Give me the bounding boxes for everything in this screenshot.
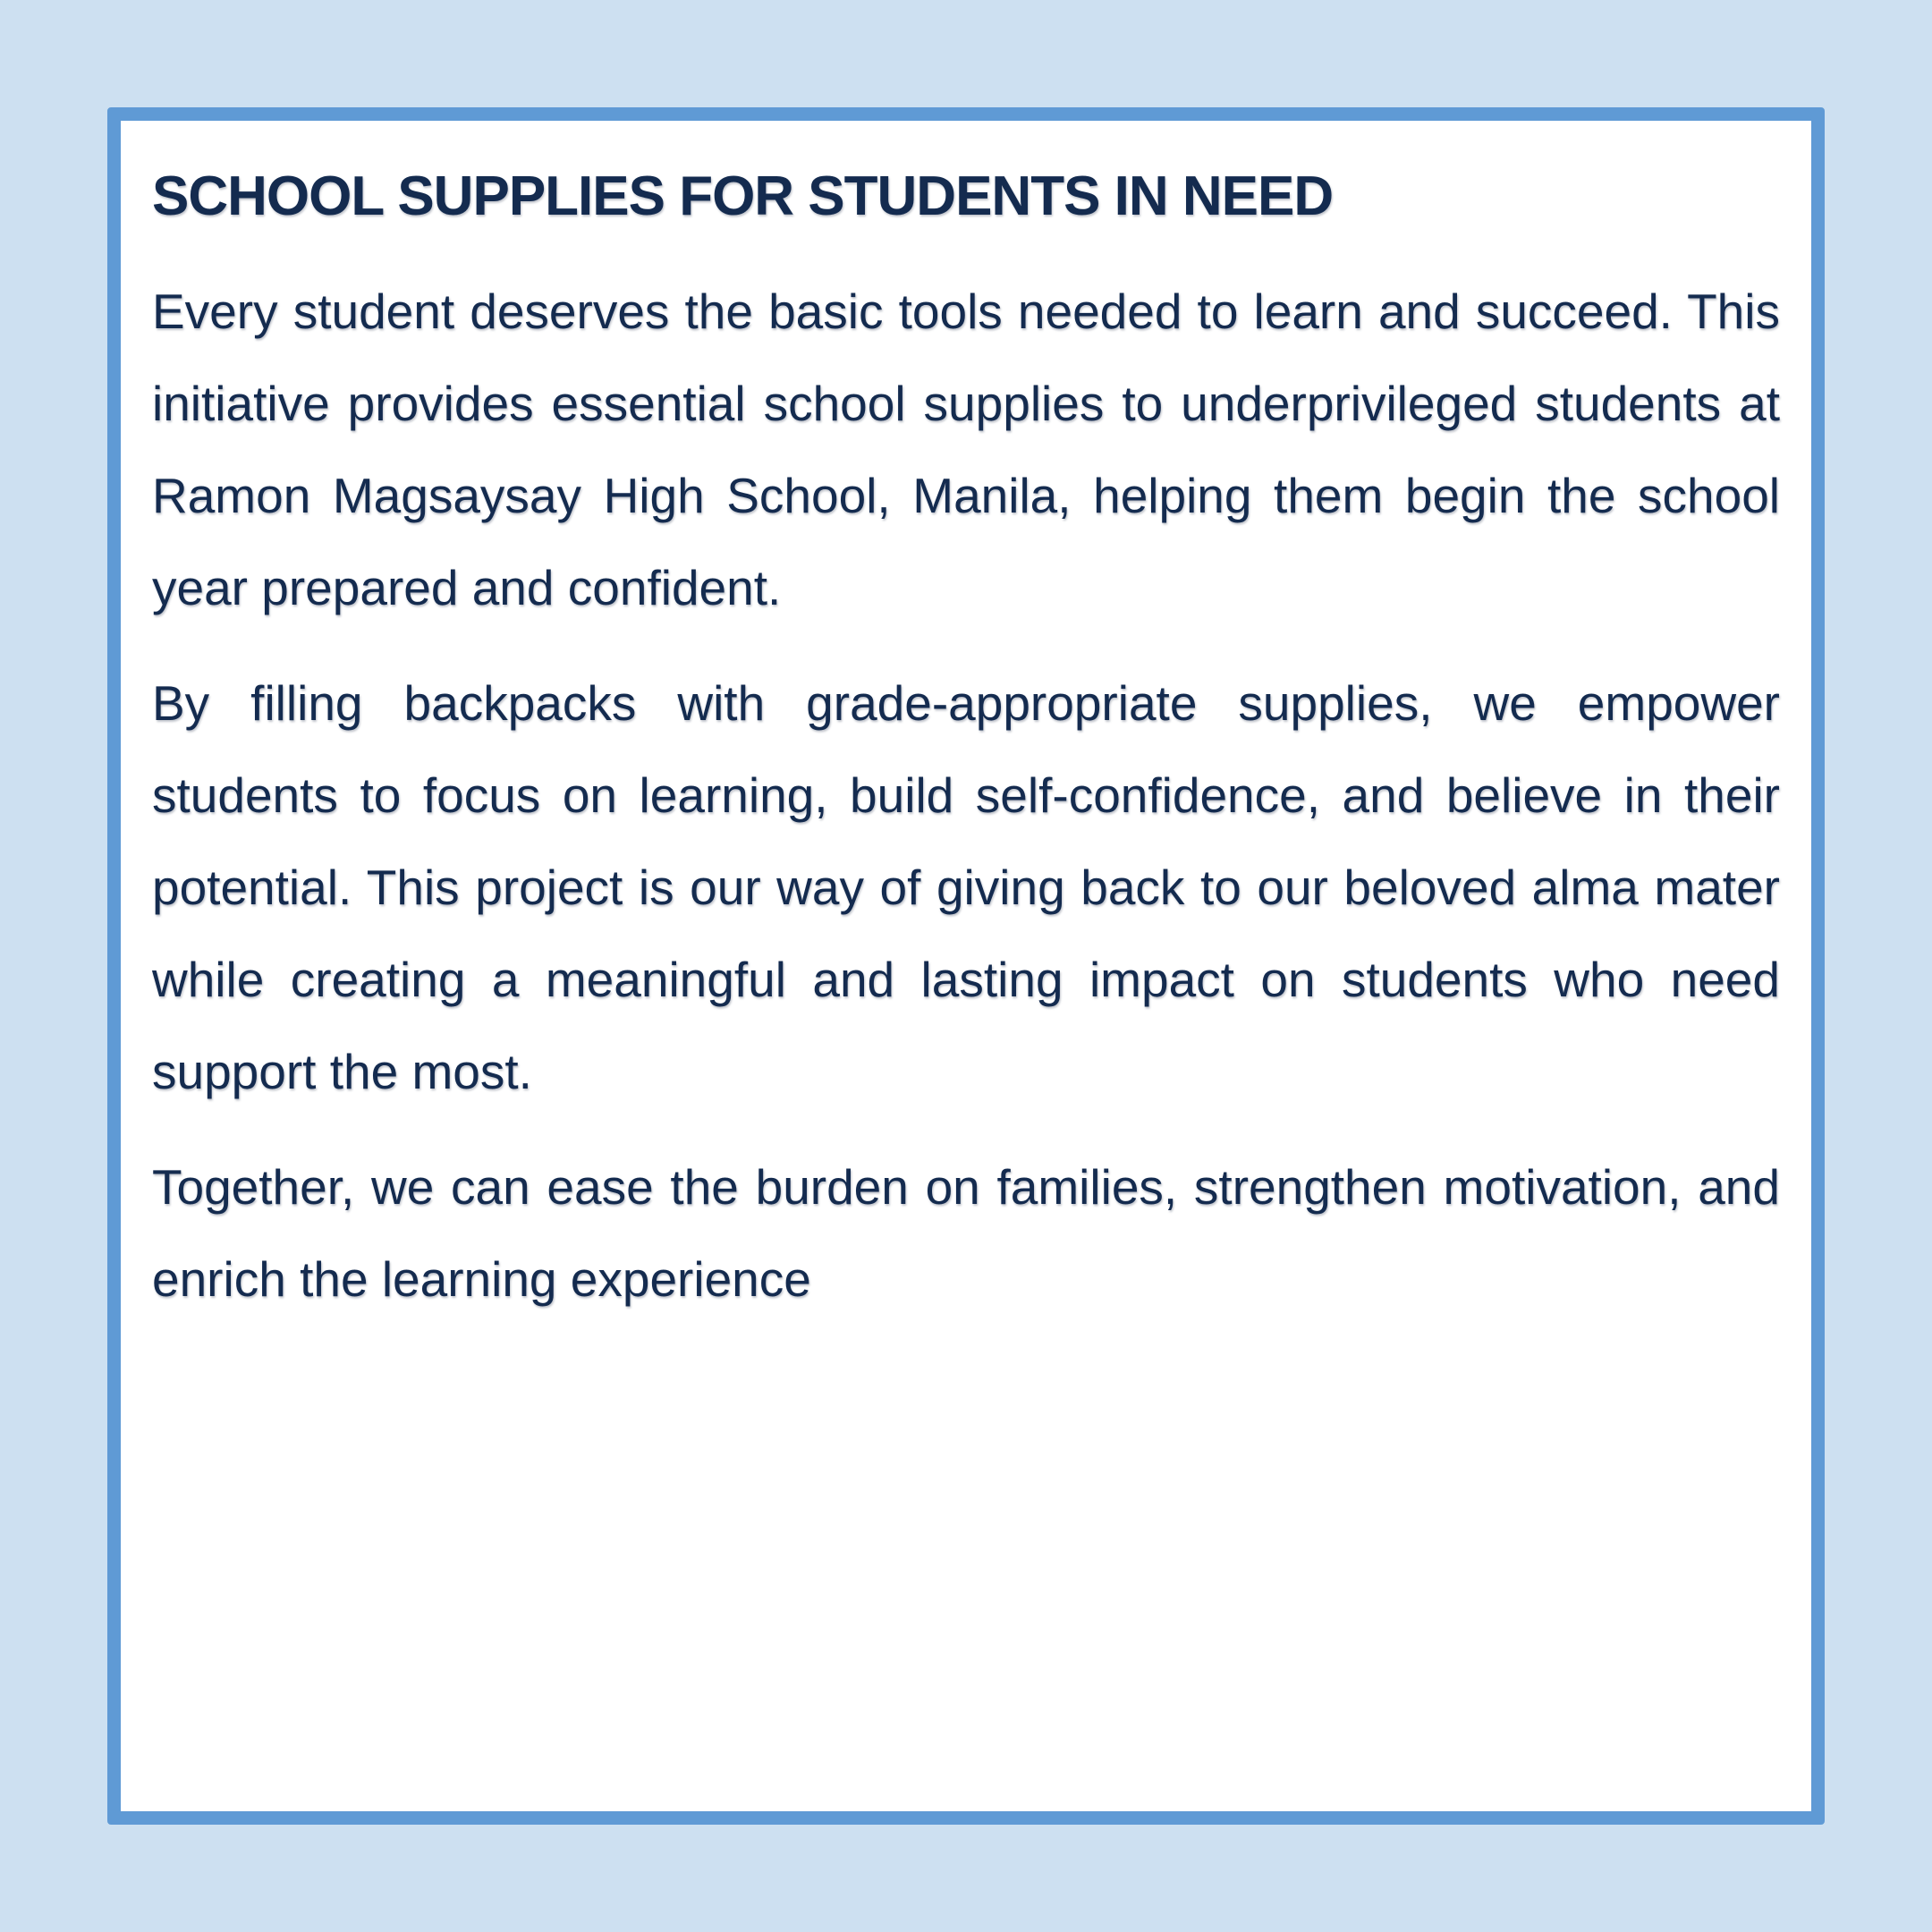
closing-paragraph: Together, we can ease the burden on families, strengthen motivation, and enrich the learning experience	[152, 1159, 1780, 1308]
intro-paragraph: Every student deserves the basic tools needed to learn and succeed. This initiative provides essential school supplies to underprivileged students at Ramon Magsaysay High School, Manila, helping them begin the school year prepared and confident.	[152, 284, 1780, 616]
impact-paragraph: By filling backpacks with grade-appropriate supplies, we empower students to focus on learning, build self-confidence, and believe in their potential. This project is our way of giving back to our beloved alma mater while creating a meaningful and lasting impact on students who need support the most.	[152, 675, 1780, 1100]
content-card	[107, 107, 1825, 1825]
page-title: SCHOOL SUPPLIES FOR STUDENTS IN NEED	[152, 165, 1334, 227]
